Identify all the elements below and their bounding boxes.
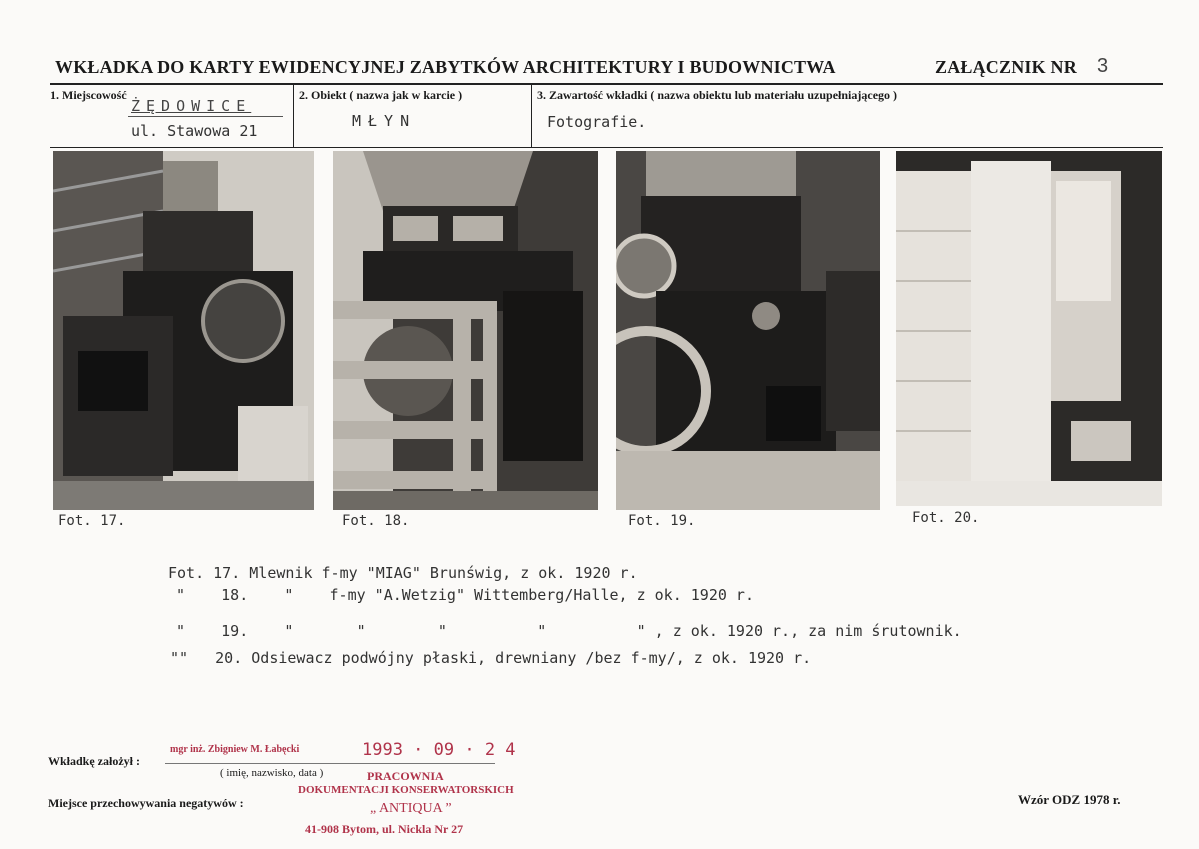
caption-18: Fot. 18.	[342, 513, 410, 529]
founded-label: Wkładkę założył :	[48, 754, 140, 768]
caption-17: Fot. 17.	[58, 513, 126, 529]
description-line: " 18. " f-my "A.Wetzig" Wittemberg/Halle, z ok. 1920 r.	[176, 586, 754, 604]
photo-20	[896, 151, 1162, 506]
content-label: 3. Zawartość wkładki ( nazwa obiektu lub materiału uzupełniającego )	[537, 88, 898, 102]
annex-label: ZAŁĄCZNIK NR	[935, 57, 1077, 77]
photo-17	[53, 151, 314, 510]
founded-dotted-line	[165, 763, 495, 764]
photo-18	[333, 151, 598, 510]
content-value: Fotografie.	[547, 113, 647, 131]
negatives-label: Miejsce przechowywania negatywów :	[48, 796, 244, 810]
cell-divider-1	[293, 85, 294, 147]
founded-hint: ( imię, nazwisko, data )	[220, 767, 324, 779]
caption-19: Fot. 19.	[628, 513, 696, 529]
form-model: Wzór ODZ 1978 r.	[1018, 792, 1121, 807]
object-value: MŁYN	[352, 112, 417, 130]
stamp-line-2: DOKUMENTACJI KONSERWATORSKICH	[298, 784, 514, 796]
description-line: Fot. 17. Mlewnik f-my "MIAG" Brunświg, z ok. 1920 r.	[168, 564, 638, 582]
form-title: WKŁADKA DO KARTY EWIDENCYJNEJ ZABYTKÓW ARCHITEKTURY I BUDOWNICTWA	[55, 57, 836, 77]
place-underline	[128, 116, 283, 117]
caption-20: Fot. 20.	[912, 510, 980, 526]
photo-19	[616, 151, 880, 510]
object-label: 2. Obiekt ( nazwa jak w karcie )	[299, 88, 463, 102]
fields-rule	[50, 147, 1163, 148]
founded-date-stamp: 1993 · 09 · 2 4	[362, 740, 516, 760]
header-rule	[50, 83, 1163, 85]
cell-divider-2	[531, 85, 532, 147]
description-line: "" 20. Odsiewacz podwójny płaski, drewniany /bez f-my/, z ok. 1920 r.	[170, 649, 812, 667]
address-value: ul. Stawowa 21	[131, 122, 258, 140]
stamp-line-3: „ ANTIQUA ”	[370, 801, 452, 816]
stamp-line-1: PRACOWNIA	[367, 769, 444, 783]
annex-number: 3	[1097, 55, 1109, 77]
founder-stamp: mgr inż. Zbigniew M. Łabęcki	[170, 744, 300, 755]
place-label: 1. Miejscowość	[50, 88, 127, 102]
description-line: " 19. " " " " " , z ok. 1920 r., za nim śrutownik.	[176, 622, 962, 640]
stamp-line-4: 41-908 Bytom, ul. Nickla Nr 27	[305, 822, 464, 836]
place-value: ŻĘDOWICE	[131, 97, 252, 115]
